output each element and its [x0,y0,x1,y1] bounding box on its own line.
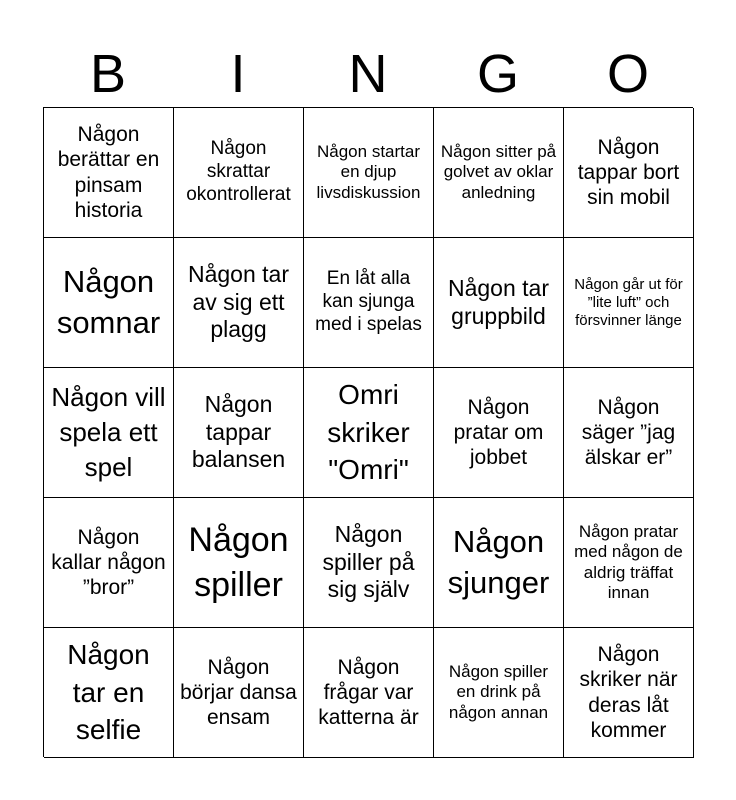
header-letter-o: O [606,44,649,104]
bingo-cell[interactable]: En låt alla kan sjunga med i spelas [304,238,434,368]
bingo-cell[interactable]: Någon spiller på sig själv [304,498,434,628]
bingo-cell[interactable]: Någon pratar om jobbet [434,368,564,498]
bingo-cell[interactable]: Någon spiller [174,498,304,628]
bingo-cell[interactable]: Någon somnar [44,238,174,368]
header-letter-n: N [348,44,388,104]
bingo-cell[interactable]: Någon skrattar okontrollerat [174,108,304,238]
bingo-board [43,107,693,757]
bingo-cell[interactable]: Någon spiller en drink på någon annan [434,628,564,758]
bingo-cell[interactable]: Någon tar av sig ett plagg [174,238,304,368]
bingo-cell[interactable]: Någon frågar var katterna är [304,628,434,758]
bingo-header [43,40,693,108]
bingo-cell[interactable]: Någon säger ”jag älskar er” [564,368,694,498]
bingo-cell[interactable]: Någon tappar bort sin mobil [564,108,694,238]
bingo-cell[interactable]: Någon pratar med någon de aldrig träffat innan [564,498,694,628]
bingo-cell[interactable]: Omri skriker "Omri" [304,368,434,498]
bingo-cell[interactable]: Någon berättar en pinsam historia [44,108,174,238]
bingo-cell[interactable]: Någon går ut för ”lite luft” och försvinner länge [564,238,694,368]
bingo-cell[interactable]: Någon tar gruppbild [434,238,564,368]
bingo-cell[interactable]: Någon tar en selfie [44,628,174,758]
bingo-cell[interactable]: Någon skriker när deras låt kommer [564,628,694,758]
bingo-cell[interactable]: Någon kallar någon ”bror” [44,498,174,628]
bingo-cell[interactable]: Någon vill spela ett spel [44,368,174,498]
header-letter-g: G [476,44,519,104]
bingo-cell[interactable]: Någon startar en djup livsdiskussion [304,108,434,238]
header-letter-i: I [230,44,246,104]
bingo-cell[interactable]: Någon sitter på golvet av oklar anledning [434,108,564,238]
bingo-cell[interactable]: Någon sjunger [434,498,564,628]
bingo-cell[interactable]: Någon börjar dansa ensam [174,628,304,758]
header-letter-b: B [89,44,127,104]
bingo-cell[interactable]: Någon tappar balansen [174,368,304,498]
